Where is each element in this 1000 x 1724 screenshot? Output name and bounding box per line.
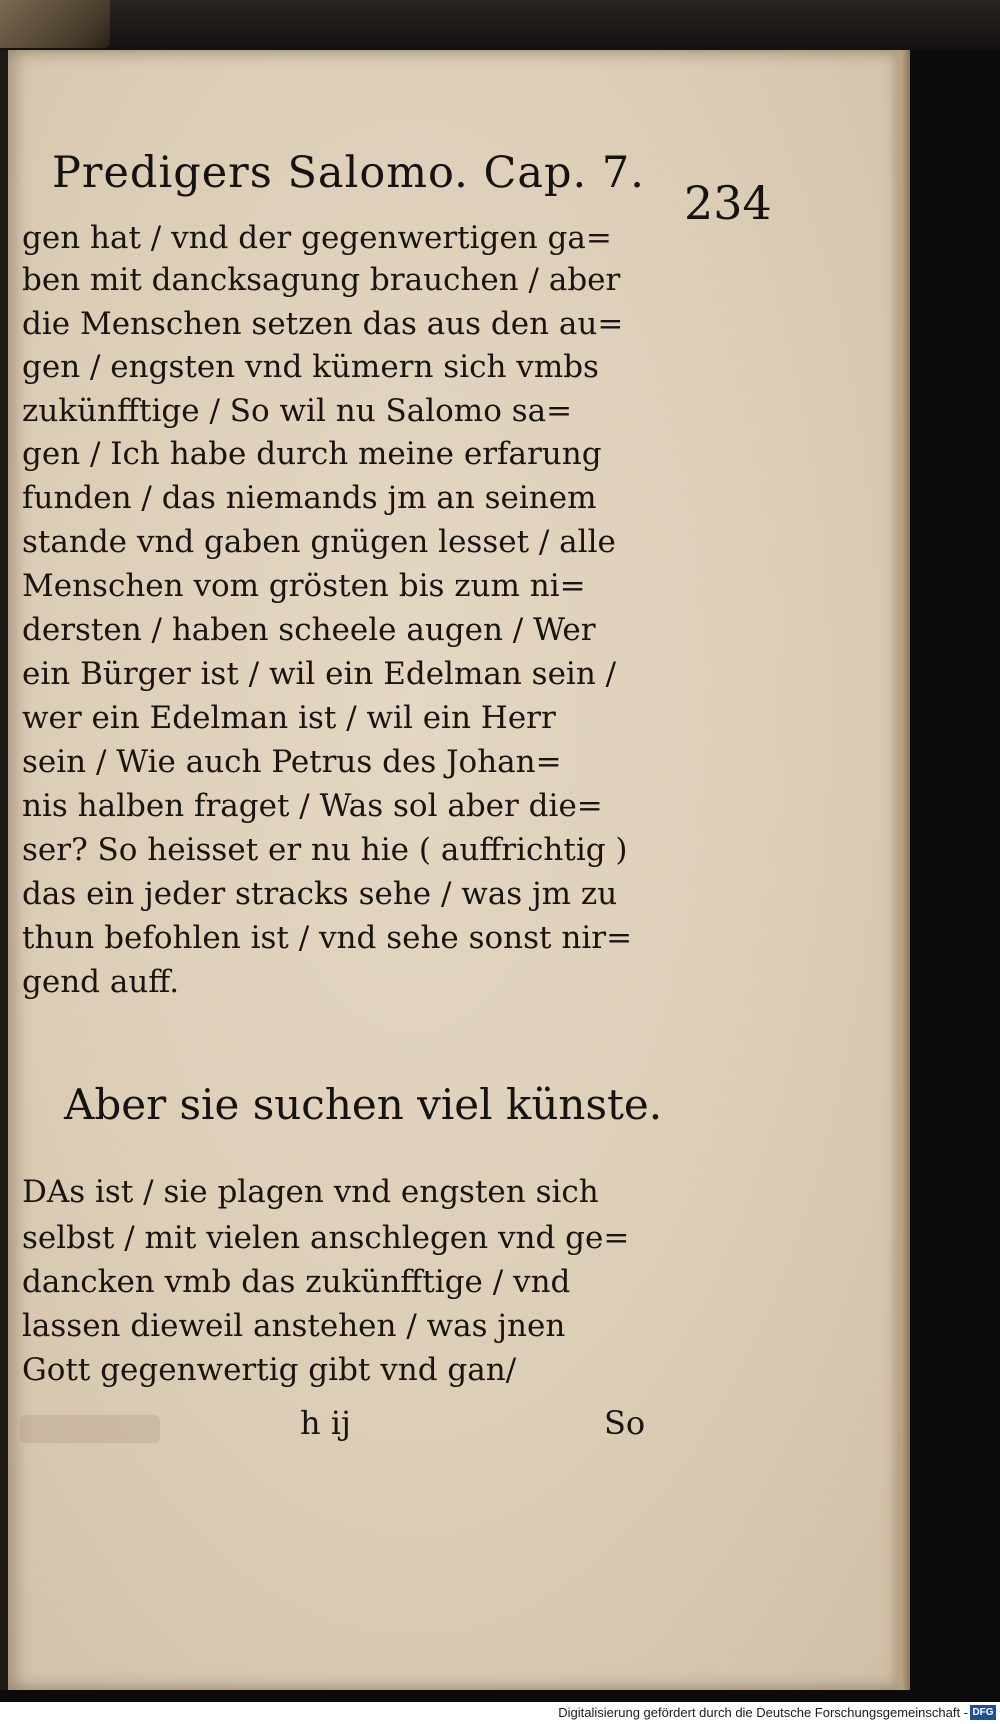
text-line: selbst / mit vielen anschlegen vnd ge= xyxy=(22,1220,630,1256)
text-line: dersten / haben scheele augen / Wer xyxy=(22,612,596,648)
text-line: funden / das niemands jm an seinem xyxy=(22,480,597,516)
text-line: gend auff. xyxy=(22,964,180,1000)
text-line: ein Bürger ist / wil ein Edelman sein / xyxy=(22,656,617,692)
text-line: zukünfftige / So wil nu Salomo sa= xyxy=(22,393,573,429)
catchword: So xyxy=(604,1404,646,1442)
page-edge-shadow xyxy=(890,50,910,1690)
scan-top-border xyxy=(0,0,1000,50)
text-line: ben mit dancksagung brauchen / aber xyxy=(22,262,621,298)
scan-corner-mark xyxy=(0,0,110,48)
signature-mark: h ij xyxy=(300,1404,351,1442)
text-line: lassen dieweil anstehen / was jnen xyxy=(22,1308,566,1344)
text-line: dancken vmb das zukünfftige / vnd xyxy=(22,1264,571,1300)
text-line: wer ein Edelman ist / wil ein Herr xyxy=(22,700,556,736)
text-line: Menschen vom grösten bis zum ni= xyxy=(22,568,586,604)
text-line: DAs ist / sie plagen vnd engsten sich xyxy=(22,1174,599,1210)
dfg-logo: DFG xyxy=(970,1705,996,1720)
running-head: Predigers Salomo. Cap. 7. xyxy=(52,148,645,198)
text-line: stande vnd gaben gnügen lesset / alle xyxy=(22,524,616,560)
text-line: sein / Wie auch Petrus des Johan= xyxy=(22,744,562,780)
page-stain xyxy=(20,1415,160,1443)
text-line: nis halben fraget / Was sol aber die= xyxy=(22,788,603,824)
text-line: gen hat / vnd der gegenwertigen ga= xyxy=(22,220,612,256)
text-line: ser? So heisset er nu hie ( auffrichtig ) xyxy=(22,832,628,868)
text-line: thun befohlen ist / vnd sehe sonst nir= xyxy=(22,920,633,956)
text-line: gen / engsten vnd kümern sich vmbs xyxy=(22,349,599,385)
text-line: das ein jeder stracks sehe / was jm zu xyxy=(22,876,618,912)
page-number: 234 xyxy=(684,176,772,230)
text-line: Gott gegenwertig gibt vnd gan/ xyxy=(22,1352,517,1388)
text-line: die Menschen setzen das aus den au= xyxy=(22,306,624,342)
text-line: gen / Ich habe durch meine erfarung xyxy=(22,436,602,472)
footer-credit: Digitalisierung gefördert durch die Deutsche Forschungsgemeinschaft - xyxy=(558,1705,968,1720)
section-heading: Aber sie suchen viel künste. xyxy=(64,1080,663,1129)
scan-left-border xyxy=(0,50,8,1690)
